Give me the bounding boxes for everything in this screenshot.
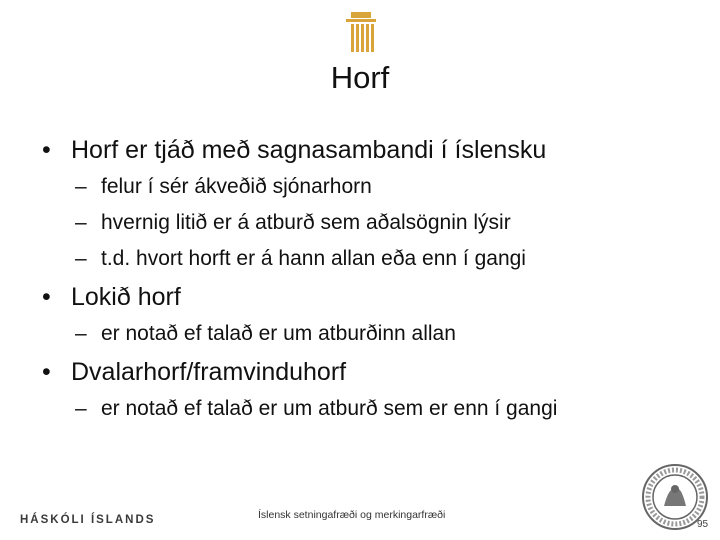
subbullet [40, 319, 710, 348]
subbullet-dash: – [75, 247, 87, 270]
subbullet-dash: – [75, 397, 87, 420]
bullet-dot: • [42, 358, 51, 386]
bullet-text: Lokið horf [71, 283, 181, 311]
bullet-lokid-horf [40, 281, 710, 313]
bullet-dvalarhorf [40, 356, 710, 388]
subbullet-dash: – [75, 211, 87, 234]
footer-course-title: Íslensk setningafræði og merkingarfræði [258, 509, 446, 521]
subbullet-text: t.d. hvort horft er á hann allan eða enn í gangi [101, 247, 526, 270]
bullet-text: Horf er tjáð með sagnasambandi í íslensku [71, 136, 547, 164]
slide-content [40, 128, 710, 430]
subbullet-text: er notað ef talað er um atburðinn allan [101, 322, 456, 345]
subbullets-lokid-horf [40, 319, 710, 348]
subbullet-text: hvernig litið er á atburð sem aðalsögnin lýsir [101, 211, 511, 234]
subbullets-dvalarhorf [40, 394, 710, 423]
bullet-text: Dvalarhorf/framvinduhorf [71, 358, 347, 386]
subbullet-text: felur í sér ákveðið sjónarhorn [101, 175, 372, 198]
footer-brand: HÁSKÓLI ÍSLANDS [20, 514, 156, 526]
subbullet [40, 244, 710, 273]
subbullets-horf [40, 172, 710, 273]
subbullet [40, 172, 710, 201]
subbullet [40, 208, 710, 237]
bullet-dot: • [42, 283, 51, 311]
subbullet-dash: – [75, 175, 87, 198]
bullet-dot: • [42, 136, 51, 164]
university-building-logo-icon [345, 12, 377, 54]
subbullet-text: er notað ef talað er um atburð sem er enn í gangi [101, 397, 558, 420]
page-number: 95 [697, 519, 709, 530]
subbullet-dash: – [75, 322, 87, 345]
subbullet [40, 394, 710, 423]
slide-title: Horf [330, 60, 390, 95]
bullet-horf [40, 134, 710, 166]
